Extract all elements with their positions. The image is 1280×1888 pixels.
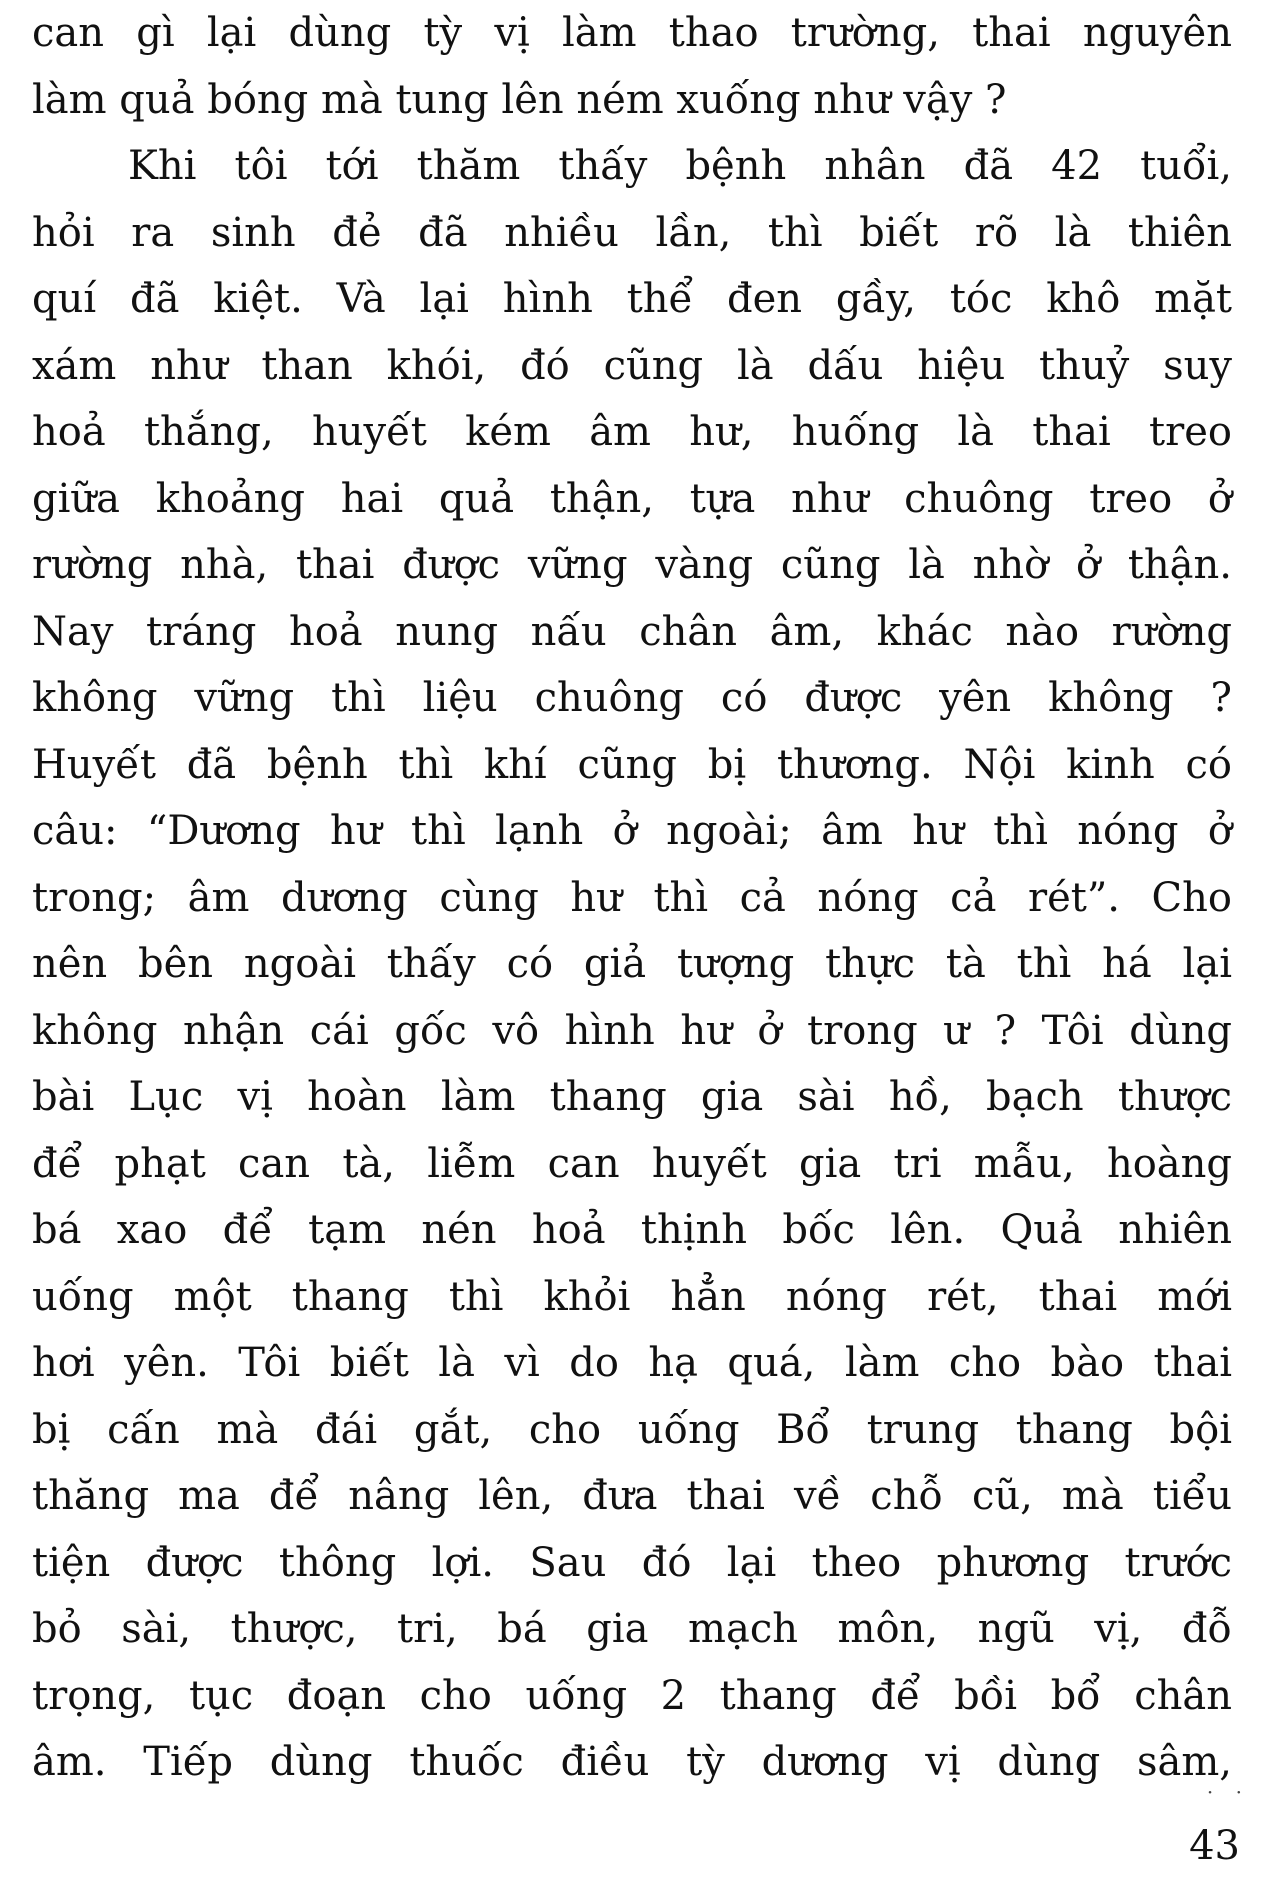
text-line: hoả thắng, huyết kém âm hư, huống là thai treo (32, 409, 1232, 455)
text-line: giữa khoảng hai quả thận, tựa như chuông treo ở (32, 475, 1232, 522)
text-line: trong; âm dương cùng hư thì cả nóng cả rét”. Cho (32, 874, 1232, 921)
text-line: tiện được thông lợi. Sau đó lại theo phương trước (32, 1539, 1232, 1586)
text-line: xám như than khói, đó cũng là dấu hiệu thuỷ suy (32, 342, 1232, 389)
body-text (32, 0, 1232, 1796)
text-line: trọng, tục đoạn cho uống 2 thang để bồi bổ chân (32, 1672, 1232, 1719)
text-line: để phạt can tà, liễm can huyết gia tri mẫu, hoàng (32, 1140, 1232, 1187)
text-line: quí đã kiệt. Và lại hình thể đen gầy, tóc khô mặt (32, 276, 1232, 322)
corner-dots: · · (1206, 1780, 1250, 1804)
text-line: uống một thang thì khỏi hẳn nóng rét, thai mới (32, 1273, 1232, 1320)
text-line: bỏ sài, thược, tri, bá gia mạch môn, ngũ vị, đỗ (32, 1606, 1232, 1652)
text-line: bá xao để tạm nén hoả thịnh bốc lên. Quả nhiên (32, 1207, 1232, 1253)
text-line: hơi yên. Tôi biết là vì do hạ quá, làm cho bào thai (32, 1340, 1232, 1386)
text-line: câu: “Dương hư thì lạnh ở ngoài; âm hư thì nóng ở (32, 808, 1232, 854)
text-line: bài Lục vị hoàn làm thang gia sài hồ, bạch thược (32, 1074, 1232, 1120)
text-line: hỏi ra sinh đẻ đã nhiều lần, thì biết rõ là thiên (32, 209, 1232, 256)
text-line: rường nhà, thai được vững vàng cũng là nhờ ở thận. (32, 542, 1232, 588)
text-line: Khi tôi tới thăm thấy bệnh nhân đã 42 tuổi, (128, 143, 1232, 189)
text-line: làm quả bóng mà tung lên ném xuống như vậy ? (32, 76, 1007, 123)
text-line: Nay tráng hoả nung nấu chân âm, khác nào rường (32, 608, 1232, 655)
text-line: không nhận cái gốc vô hình hư ở trong ư ? Tôi dùng (32, 1007, 1232, 1054)
text-line: âm. Tiếp dùng thuốc điều tỳ dương vị dùng sâm, (32, 1739, 1232, 1785)
text-line: nên bên ngoài thấy có giả tượng thực tà thì há lại (32, 941, 1232, 987)
text-line: Huyết đã bệnh thì khí cũng bị thương. Nội kinh có (32, 741, 1232, 788)
text-line: thăng ma để nâng lên, đưa thai về chỗ cũ, mà tiểu (32, 1473, 1232, 1519)
page-number: 43 (1189, 1823, 1240, 1869)
text-line: can gì lại dùng tỳ vị làm thao trường, thai nguyên (32, 10, 1232, 56)
text-line: bị cấn mà đái gắt, cho uống Bổ trung thang bội (32, 1406, 1232, 1453)
text-line: không vững thì liệu chuông có được yên không ? (32, 675, 1232, 721)
